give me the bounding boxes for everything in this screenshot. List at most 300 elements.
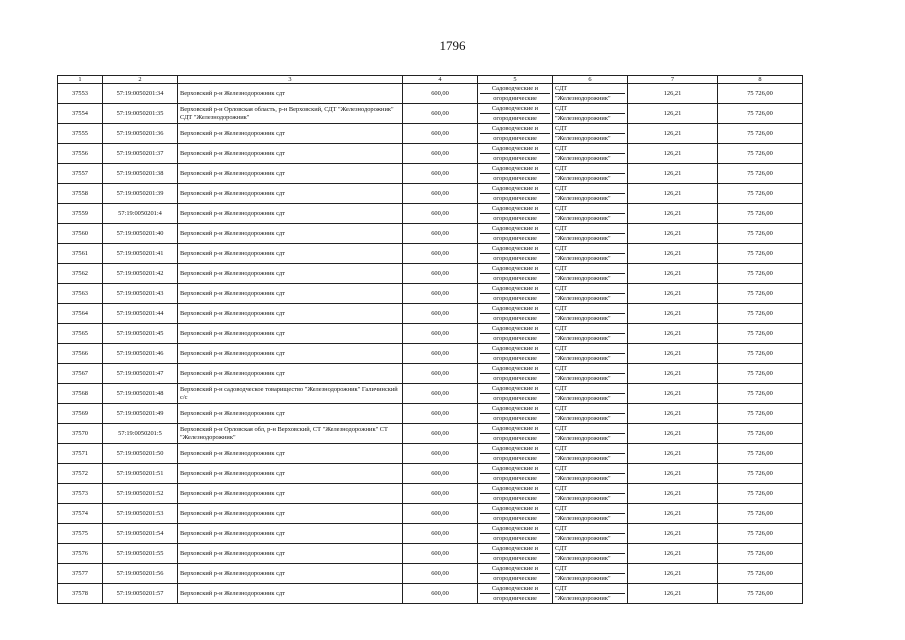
land-use-line-1: СДТ (555, 165, 568, 172)
address-cell: Верховский р-н Железнодорожник сдт (178, 344, 403, 364)
row-number-cell: 37576 (58, 544, 103, 564)
cadastral-number-cell: 57:19:0050201:42 (103, 264, 178, 284)
land-use-line-1: СДТ (555, 445, 568, 452)
category-line-2: огороднические (480, 313, 550, 323)
land-use-line-2: "Железнодорожник" (555, 213, 625, 223)
land-use-line-1: СДТ (555, 505, 568, 512)
row-number-cell: 37574 (58, 504, 103, 524)
cadastral-number-cell: 57:19:0050201:51 (103, 464, 178, 484)
category-cell (478, 304, 553, 324)
cadastral-value-cell: 75 726,00 (718, 584, 803, 604)
category-line-2: огороднические (480, 553, 550, 563)
land-use-line-1: СДТ (555, 385, 568, 392)
address-cell: Верховский р-н Железнодорожник сдт (178, 184, 403, 204)
land-use-line-2: "Железнодорожник" (555, 133, 625, 143)
category-cell (478, 364, 553, 384)
specific-value-cell: 126,21 (628, 364, 718, 384)
area-cell: 600,00 (403, 184, 478, 204)
address-cell: Верховский р-н Железнодорожник сдт (178, 484, 403, 504)
cadastral-value-cell: 75 726,00 (718, 484, 803, 504)
land-use-cell (553, 484, 628, 504)
specific-value-cell: 126,21 (628, 244, 718, 264)
table-row (58, 404, 803, 424)
land-use-line-1: СДТ (555, 85, 568, 92)
cadastral-number-cell: 57:19:0050201:38 (103, 164, 178, 184)
specific-value-cell: 126,21 (628, 464, 718, 484)
cadastral-number-cell: 57:19:0050201:54 (103, 524, 178, 544)
category-cell (478, 184, 553, 204)
category-line-1: Садоводческие и (491, 265, 539, 272)
category-line-2: огороднические (480, 533, 550, 543)
address-cell: Верховский р-н Железнодорожник сдт (178, 404, 403, 424)
specific-value-cell: 126,21 (628, 204, 718, 224)
category-line-2: огороднические (480, 593, 550, 603)
area-cell: 600,00 (403, 164, 478, 184)
category-cell (478, 564, 553, 584)
land-use-line-1: СДТ (555, 285, 568, 292)
cadastral-value-cell: 75 726,00 (718, 504, 803, 524)
cadastral-number-cell: 57:19:0050201:52 (103, 484, 178, 504)
column-header: 2 (103, 76, 178, 84)
address-cell: Верховский р-н Железнодорожник сдт (178, 304, 403, 324)
category-line-2: огороднические (480, 233, 550, 243)
cadastral-number-cell: 57:19:0050201:41 (103, 244, 178, 264)
table-row (58, 304, 803, 324)
cadastral-number-cell: 57:19:0050201:43 (103, 284, 178, 304)
row-number-cell: 37565 (58, 324, 103, 344)
row-number-cell: 37571 (58, 444, 103, 464)
land-use-cell (553, 544, 628, 564)
land-use-line-1: СДТ (555, 185, 568, 192)
category-line-1: Садоводческие и (491, 125, 539, 132)
category-line-2: огороднические (480, 173, 550, 183)
land-use-line-1: СДТ (555, 565, 568, 572)
cadastral-value-cell: 75 726,00 (718, 284, 803, 304)
cadastral-number-cell: 57:19:0050201:37 (103, 144, 178, 164)
area-cell: 600,00 (403, 84, 478, 104)
category-line-1: Садоводческие и (491, 345, 539, 352)
area-cell: 600,00 (403, 324, 478, 344)
land-use-line-1: СДТ (555, 245, 568, 252)
category-line-2: огороднические (480, 493, 550, 503)
land-use-cell (553, 524, 628, 544)
cadastral-value-cell: 75 726,00 (718, 384, 803, 404)
row-number-cell: 37560 (58, 224, 103, 244)
table-row (58, 544, 803, 564)
cadastral-number-cell: 57:19:0050201:46 (103, 344, 178, 364)
land-use-line-2: "Железнодорожник" (555, 293, 625, 303)
table-row (58, 144, 803, 164)
category-cell (478, 384, 553, 404)
area-cell: 600,00 (403, 484, 478, 504)
land-use-line-1: СДТ (555, 485, 568, 492)
table-row (58, 384, 803, 404)
area-cell: 600,00 (403, 264, 478, 284)
table-row (58, 484, 803, 504)
land-use-line-1: СДТ (555, 545, 568, 552)
land-use-cell (553, 204, 628, 224)
land-use-line-1: СДТ (555, 145, 568, 152)
specific-value-cell: 126,21 (628, 504, 718, 524)
specific-value-cell: 126,21 (628, 524, 718, 544)
land-use-line-2: "Железнодорожник" (555, 433, 625, 443)
category-cell (478, 104, 553, 124)
specific-value-cell: 126,21 (628, 444, 718, 464)
category-cell (478, 344, 553, 364)
cadastral-value-cell: 75 726,00 (718, 224, 803, 244)
category-cell (478, 324, 553, 344)
area-cell: 600,00 (403, 464, 478, 484)
header-row (58, 76, 803, 84)
land-use-cell (553, 404, 628, 424)
area-cell: 600,00 (403, 384, 478, 404)
category-cell (478, 584, 553, 604)
land-use-line-2: "Железнодорожник" (555, 353, 625, 363)
category-cell (478, 204, 553, 224)
cadastral-registry-table (57, 75, 803, 604)
land-use-line-2: "Железнодорожник" (555, 173, 625, 183)
area-cell: 600,00 (403, 424, 478, 444)
area-cell: 600,00 (403, 284, 478, 304)
category-line-2: огороднические (480, 413, 550, 423)
land-use-cell (553, 84, 628, 104)
cadastral-number-cell: 57:19:0050201:39 (103, 184, 178, 204)
land-use-cell (553, 384, 628, 404)
cadastral-value-cell: 75 726,00 (718, 264, 803, 284)
land-use-line-1: СДТ (555, 365, 568, 372)
land-use-line-1: СДТ (555, 585, 568, 592)
address-cell: Верховский р-н садоводческое товарищество "Железнодорожник" Галичинский с/с (178, 384, 403, 404)
address-cell: Верховский р-н Железнодорожник сдт (178, 124, 403, 144)
table-row (58, 524, 803, 544)
row-number-cell: 37556 (58, 144, 103, 164)
category-line-1: Садоводческие и (491, 465, 539, 472)
row-number-cell: 37569 (58, 404, 103, 424)
category-cell (478, 244, 553, 264)
row-number-cell: 37577 (58, 564, 103, 584)
land-use-cell (553, 364, 628, 384)
specific-value-cell: 126,21 (628, 304, 718, 324)
row-number-cell: 37572 (58, 464, 103, 484)
area-cell: 600,00 (403, 224, 478, 244)
address-cell: Верховский р-н Железнодорожник сдт (178, 504, 403, 524)
table-row (58, 564, 803, 584)
land-use-line-1: СДТ (555, 345, 568, 352)
row-number-cell: 37562 (58, 264, 103, 284)
category-line-1: Садоводческие и (491, 205, 539, 212)
row-number-cell: 37568 (58, 384, 103, 404)
cadastral-number-cell: 57:19:0050201:44 (103, 304, 178, 324)
category-line-1: Садоводческие и (491, 225, 539, 232)
category-line-2: огороднические (480, 473, 550, 483)
category-cell (478, 424, 553, 444)
category-line-2: огороднические (480, 333, 550, 343)
table-row (58, 364, 803, 384)
specific-value-cell: 126,21 (628, 384, 718, 404)
land-use-cell (553, 584, 628, 604)
land-use-line-2: "Железнодорожник" (555, 113, 625, 123)
category-line-1: Садоводческие и (491, 545, 539, 552)
table-row (58, 504, 803, 524)
cadastral-number-cell: 57:19:0050201:50 (103, 444, 178, 464)
category-cell (478, 264, 553, 284)
cadastral-number-cell: 57:19:0050201:34 (103, 84, 178, 104)
category-line-1: Садоводческие и (491, 385, 539, 392)
land-use-line-2: "Железнодорожник" (555, 93, 625, 103)
cadastral-number-cell: 57:19:0050201:40 (103, 224, 178, 244)
land-use-line-1: СДТ (555, 225, 568, 232)
row-number-cell: 37564 (58, 304, 103, 324)
column-header: 7 (628, 76, 718, 84)
category-cell (478, 544, 553, 564)
area-cell: 600,00 (403, 584, 478, 604)
specific-value-cell: 126,21 (628, 424, 718, 444)
specific-value-cell: 126,21 (628, 124, 718, 144)
cadastral-number-cell: 57:19:0050201:56 (103, 564, 178, 584)
address-cell: Верховский р-н Железнодорожник сдт (178, 524, 403, 544)
cadastral-value-cell: 75 726,00 (718, 564, 803, 584)
category-cell (478, 164, 553, 184)
table-row (58, 184, 803, 204)
row-number-cell: 37559 (58, 204, 103, 224)
cadastral-value-cell: 75 726,00 (718, 84, 803, 104)
cadastral-value-cell: 75 726,00 (718, 204, 803, 224)
land-use-line-2: "Железнодорожник" (555, 413, 625, 423)
land-use-cell (553, 324, 628, 344)
cadastral-value-cell: 75 726,00 (718, 364, 803, 384)
address-cell: Верховский р-н Железнодорожник сдт (178, 364, 403, 384)
land-use-cell (553, 224, 628, 244)
specific-value-cell: 126,21 (628, 164, 718, 184)
category-line-2: огороднические (480, 213, 550, 223)
column-header: 5 (478, 76, 553, 84)
table-row (58, 264, 803, 284)
table-row (58, 424, 803, 444)
category-line-2: огороднические (480, 253, 550, 263)
category-line-1: Садоводческие и (491, 525, 539, 532)
category-line-1: Садоводческие и (491, 585, 539, 592)
row-number-cell: 37555 (58, 124, 103, 144)
column-header: 1 (58, 76, 103, 84)
cadastral-value-cell: 75 726,00 (718, 104, 803, 124)
row-number-cell: 37563 (58, 284, 103, 304)
category-line-1: Садоводческие и (491, 105, 539, 112)
cadastral-value-cell: 75 726,00 (718, 404, 803, 424)
category-line-2: огороднические (480, 193, 550, 203)
area-cell: 600,00 (403, 544, 478, 564)
land-use-cell (553, 464, 628, 484)
land-use-line-2: "Железнодорожник" (555, 493, 625, 503)
row-number-cell: 37557 (58, 164, 103, 184)
specific-value-cell: 126,21 (628, 284, 718, 304)
land-use-cell (553, 344, 628, 364)
specific-value-cell: 126,21 (628, 584, 718, 604)
category-cell (478, 284, 553, 304)
category-line-1: Садоводческие и (491, 145, 539, 152)
category-line-2: огороднические (480, 293, 550, 303)
land-use-cell (553, 264, 628, 284)
specific-value-cell: 126,21 (628, 144, 718, 164)
cadastral-number-cell: 57:19:0050201:57 (103, 584, 178, 604)
category-line-2: огороднические (480, 133, 550, 143)
area-cell: 600,00 (403, 504, 478, 524)
address-cell: Верховский р-н Железнодорожник сдт (178, 544, 403, 564)
category-line-1: Садоводческие и (491, 565, 539, 572)
cadastral-value-cell: 75 726,00 (718, 184, 803, 204)
area-cell: 600,00 (403, 144, 478, 164)
address-cell: Верховский р-н Железнодорожник сдт (178, 264, 403, 284)
address-cell: Верховский р-н Орловская обл, р-н Верховский, СТ "Железнодорожник" СТ "Железнодорожник" (178, 424, 403, 444)
cadastral-value-cell: 75 726,00 (718, 144, 803, 164)
area-cell: 600,00 (403, 524, 478, 544)
area-cell: 600,00 (403, 304, 478, 324)
address-cell: Верховский р-н Железнодорожник сдт (178, 564, 403, 584)
area-cell: 600,00 (403, 124, 478, 144)
category-cell (478, 404, 553, 424)
category-line-1: Садоводческие и (491, 245, 539, 252)
land-use-line-1: СДТ (555, 305, 568, 312)
table-row (58, 284, 803, 304)
table-row (58, 104, 803, 124)
cadastral-value-cell: 75 726,00 (718, 424, 803, 444)
land-use-line-2: "Железнодорожник" (555, 533, 625, 543)
address-cell: Верховский р-н Железнодорожник сдт (178, 584, 403, 604)
land-use-line-2: "Железнодорожник" (555, 593, 625, 603)
category-cell (478, 144, 553, 164)
category-cell (478, 224, 553, 244)
area-cell: 600,00 (403, 344, 478, 364)
table-row (58, 204, 803, 224)
category-cell (478, 464, 553, 484)
row-number-cell: 37553 (58, 84, 103, 104)
row-number-cell: 37567 (58, 364, 103, 384)
category-cell (478, 524, 553, 544)
land-use-line-2: "Железнодорожник" (555, 373, 625, 383)
table-row (58, 464, 803, 484)
specific-value-cell: 126,21 (628, 324, 718, 344)
land-use-line-2: "Железнодорожник" (555, 193, 625, 203)
cadastral-value-cell: 75 726,00 (718, 244, 803, 264)
specific-value-cell: 126,21 (628, 404, 718, 424)
land-use-cell (553, 164, 628, 184)
land-use-cell (553, 504, 628, 524)
land-use-line-2: "Железнодорожник" (555, 573, 625, 583)
address-cell: Верховский р-н Железнодорожник сдт (178, 164, 403, 184)
category-line-1: Садоводческие и (491, 85, 539, 92)
table-row (58, 584, 803, 604)
land-use-line-2: "Железнодорожник" (555, 333, 625, 343)
category-cell (478, 124, 553, 144)
area-cell: 600,00 (403, 404, 478, 424)
land-use-cell (553, 564, 628, 584)
land-use-cell (553, 424, 628, 444)
category-line-1: Садоводческие и (491, 285, 539, 292)
land-use-line-1: СДТ (555, 465, 568, 472)
cadastral-number-cell: 57:19:0050201:45 (103, 324, 178, 344)
land-use-cell (553, 184, 628, 204)
row-number-cell: 37578 (58, 584, 103, 604)
land-use-line-2: "Железнодорожник" (555, 313, 625, 323)
land-use-line-2: "Железнодорожник" (555, 253, 625, 263)
land-use-line-2: "Железнодорожник" (555, 453, 625, 463)
table-row (58, 84, 803, 104)
land-use-cell (553, 104, 628, 124)
address-cell: Верховский р-н Железнодорожник сдт (178, 144, 403, 164)
cadastral-value-cell: 75 726,00 (718, 544, 803, 564)
column-header: 6 (553, 76, 628, 84)
table-row (58, 444, 803, 464)
address-cell: Верховский р-н Орловская область, р-н Верховский, СДТ "Железнодорожник" СДТ "Железнодорожник" (178, 104, 403, 124)
category-line-2: огороднические (480, 113, 550, 123)
table-body (58, 84, 803, 604)
cadastral-value-cell: 75 726,00 (718, 324, 803, 344)
address-cell: Верховский р-н Железнодорожник сдт (178, 204, 403, 224)
category-line-2: огороднические (480, 453, 550, 463)
cadastral-number-cell: 57:19:0050201:55 (103, 544, 178, 564)
category-line-2: огороднические (480, 353, 550, 363)
row-number-cell: 37561 (58, 244, 103, 264)
land-use-cell (553, 304, 628, 324)
land-use-line-2: "Железнодорожник" (555, 513, 625, 523)
specific-value-cell: 126,21 (628, 344, 718, 364)
specific-value-cell: 126,21 (628, 184, 718, 204)
land-use-line-1: СДТ (555, 125, 568, 132)
land-use-line-2: "Железнодорожник" (555, 473, 625, 483)
land-use-line-1: СДТ (555, 265, 568, 272)
cadastral-number-cell: 57:19:0050201:36 (103, 124, 178, 144)
category-line-1: Садоводческие и (491, 485, 539, 492)
category-line-1: Садоводческие и (491, 165, 539, 172)
specific-value-cell: 126,21 (628, 224, 718, 244)
land-use-line-2: "Железнодорожник" (555, 273, 625, 283)
cadastral-number-cell: 57:19:0050201:48 (103, 384, 178, 404)
area-cell: 600,00 (403, 244, 478, 264)
category-cell (478, 484, 553, 504)
address-cell: Верховский р-н Железнодорожник сдт (178, 324, 403, 344)
land-use-line-1: СДТ (555, 325, 568, 332)
cadastral-number-cell: 57:19:0050201:35 (103, 104, 178, 124)
area-cell: 600,00 (403, 364, 478, 384)
category-line-2: огороднические (480, 513, 550, 523)
address-cell: Верховский р-н Железнодорожник сдт (178, 224, 403, 244)
area-cell: 600,00 (403, 104, 478, 124)
cadastral-number-cell: 57:19:0050201:53 (103, 504, 178, 524)
address-cell: Верховский р-н Железнодорожник сдт (178, 284, 403, 304)
category-line-1: Садоводческие и (491, 425, 539, 432)
cadastral-number-cell: 57:19:0050201:4 (103, 204, 178, 224)
column-header: 8 (718, 76, 803, 84)
column-header: 4 (403, 76, 478, 84)
specific-value-cell: 126,21 (628, 84, 718, 104)
column-header: 3 (178, 76, 403, 84)
cadastral-number-cell: 57:19:0050201:5 (103, 424, 178, 444)
table-row (58, 344, 803, 364)
page-number: 1796 (439, 38, 466, 53)
address-cell: Верховский р-н Железнодорожник сдт (178, 464, 403, 484)
category-line-1: Садоводческие и (491, 505, 539, 512)
category-line-1: Садоводческие и (491, 405, 539, 412)
table-row (58, 164, 803, 184)
cadastral-value-cell: 75 726,00 (718, 524, 803, 544)
category-line-2: огороднические (480, 93, 550, 103)
land-use-cell (553, 244, 628, 264)
category-line-2: огороднические (480, 573, 550, 583)
land-use-line-2: "Железнодорожник" (555, 233, 625, 243)
land-use-line-2: "Железнодорожник" (555, 553, 625, 563)
category-cell (478, 444, 553, 464)
cadastral-value-cell: 75 726,00 (718, 304, 803, 324)
category-line-1: Садоводческие и (491, 445, 539, 452)
